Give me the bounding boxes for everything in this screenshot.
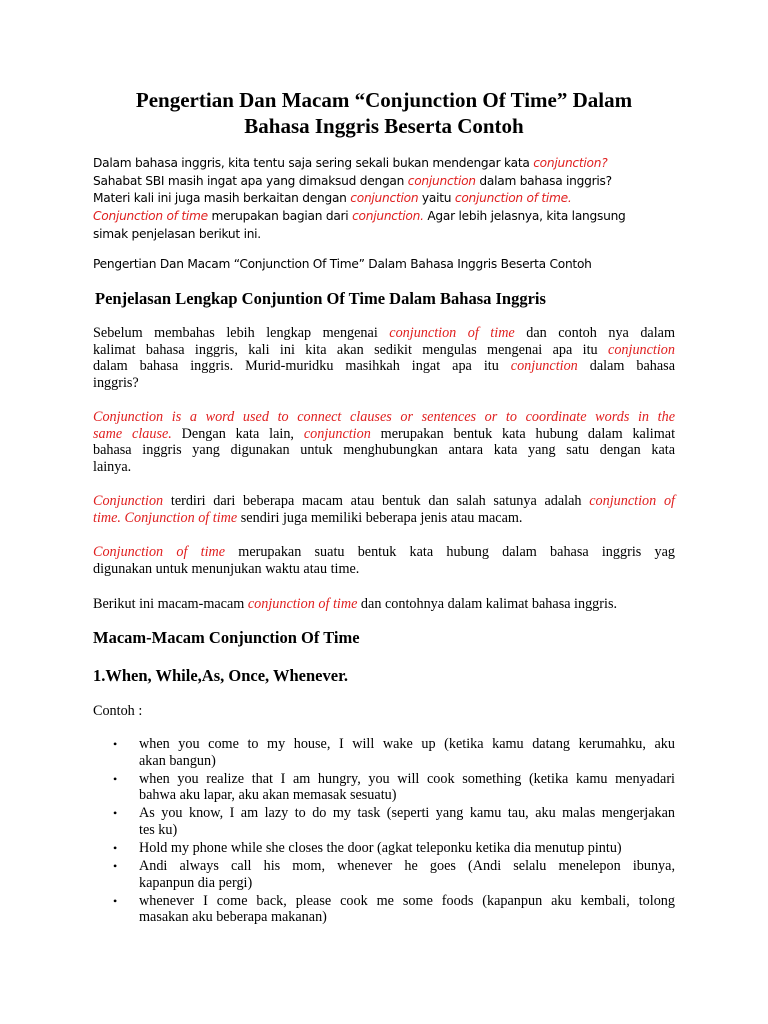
text-run: merupakan suatu bentuk kata hubung dalam bahasa inggris yag (225, 544, 675, 560)
example-text-line: when you realize that I am hungry, you will cook something (ketika kamu menyadari (139, 770, 675, 787)
text-line (93, 493, 675, 510)
text-line (93, 190, 683, 208)
text-run: yaitu (418, 191, 455, 206)
text-run: Materi kali ini juga masih berkaitan dengan (93, 191, 351, 206)
highlighted-term: conjunction (407, 173, 476, 188)
text-run: Sahabat SBI masih ingat apa yang dimaksud dengan (93, 173, 408, 188)
bullet-icon: • (113, 859, 118, 874)
text-line (93, 510, 675, 527)
bullet-icon: • (113, 737, 118, 751)
highlighted-term: conjunction of time (389, 325, 515, 341)
text-run: merupakan bagian dari (207, 209, 353, 224)
text-line (93, 596, 675, 613)
highlighted-term: time. Conjunction of time (93, 509, 238, 526)
text-run: bahasa inggris yang digunakan untuk menghubungkan antara kata yang satu dengan kata (93, 442, 675, 459)
example-list (93, 736, 675, 928)
highlighted-term: conjunction of (589, 493, 675, 509)
text-line (93, 208, 683, 226)
text-line (93, 342, 675, 359)
paragraph-before-discussing (93, 325, 675, 391)
text-line (93, 155, 683, 173)
text-run: Agar lebih jelasnya, kita langsung (423, 209, 626, 224)
bullet-icon: • (113, 806, 118, 821)
highlighted-term: conjunction (350, 191, 419, 206)
text-run: dan contoh nya dalam (514, 325, 675, 341)
repeated-title-text: Pengertian Dan Macam “Conjunction Of Time” Dalam Bahasa Inggris Beserta Contoh (93, 257, 592, 271)
text-run: sendiri juga memiliki beberapa jenis atau macam. (237, 509, 523, 526)
bullet-icon: • (113, 841, 118, 856)
text-line (93, 561, 675, 578)
bullet-icon: • (113, 771, 118, 786)
highlighted-term: conjunction (303, 425, 371, 442)
document-title (70, 87, 698, 139)
paragraph-following (93, 596, 675, 613)
text-run: Dalam bahasa inggris, kita tentu saja sering sekali bukan mendengar kata (93, 156, 534, 170)
highlighted-term: conjunction (510, 358, 578, 375)
highlighted-term: same clause. (93, 425, 172, 442)
text-line (93, 358, 675, 375)
text-line (93, 459, 675, 476)
example-text-line: bahwa aku lapar, aku akan memasak sesuatu) (139, 787, 397, 804)
example-text-line: masakan aku beberapa makanan) (139, 909, 327, 926)
text-line (93, 325, 675, 342)
highlighted-term: Conjunction of time (93, 209, 208, 224)
list-item (93, 858, 675, 891)
text-run: kalimat bahasa inggris, kali ini kita akan sedikit mengulas mengenai apa itu (93, 341, 609, 358)
heading-types: Macam-Macam Conjunction Of Time (93, 628, 360, 647)
highlighted-term: conjunction of time. (454, 191, 572, 206)
example-text-line: tes ku) (139, 821, 178, 838)
highlighted-term: conjunction of time (247, 596, 358, 612)
text-line (93, 544, 675, 561)
example-text-line: As you know, I am lazy to do my task (seperti yang kamu tau, aku malas mengerjakan (139, 805, 675, 822)
paragraph-meaning (93, 544, 675, 577)
example-text-line: akan bangun) (139, 752, 216, 769)
paragraph-types-intro (93, 493, 675, 526)
example-text-line: Hold my phone while she closes the door (agkat teleponku ketika dia menutup pintu) (139, 840, 622, 857)
text-run: Sebelum membahas lebih lengkap mengenai (93, 325, 390, 341)
highlighted-term: Conjunction of time (93, 544, 226, 560)
text-run: dalam bahasa inggris? (475, 173, 612, 188)
text-run: Berikut ini macam-macam (93, 596, 248, 612)
list-item (93, 893, 675, 926)
text-run: merupakan bentuk kata hubung dalam kalimat (370, 425, 676, 442)
text-run: dalam bahasa (577, 358, 675, 375)
example-label: Contoh : (93, 703, 143, 719)
text-run: terdiri dari beberapa macam atau bentuk dan salah satunya adalah (163, 493, 590, 509)
heading-when-while: 1.When, While,As, Once, Whenever. (93, 666, 349, 685)
highlighted-term: Conjunction (93, 493, 164, 509)
title-line-2: Bahasa Inggris Beserta Contoh (244, 114, 524, 138)
paragraph-definition (93, 409, 675, 475)
text-line (93, 426, 675, 443)
list-item (93, 840, 675, 857)
list-item (93, 736, 675, 769)
text-run: dan contohnya dalam kalimat bahasa inggris. (357, 596, 618, 612)
text-line (93, 375, 675, 392)
example-text-line: whenever I come back, please cook me some foods (kapanpun aku kembali, tolong (139, 892, 675, 909)
intro-paragraph (93, 155, 683, 244)
text-line (93, 226, 683, 244)
section-heading: Penjelasan Lengkap Conjuntion Of Time Dalam Bahasa Inggris (95, 289, 546, 308)
example-text-line: kapanpun dia pergi) (139, 874, 253, 891)
text-run: lainya. (93, 458, 132, 475)
highlighted-term: Conjunction is a word used to connect clauses or sentences or to coordinate words in the (93, 409, 675, 425)
example-text-line: when you come to my house, I will wake up (ketika kamu datang kerumahku, aku (139, 736, 675, 752)
text-run: Dengan kata lain, (171, 425, 304, 442)
text-run: simak penjelasan berikut ini. (93, 226, 261, 241)
example-text-line: Andi always call his mom, whenever he goes (Andi selalu menelepon ibunya, (139, 858, 675, 875)
text-run: dalam bahasa inggris. Murid-muridku masihkah ingat apa itu (93, 358, 511, 375)
text-line (93, 409, 675, 426)
highlighted-term: conjunction? (533, 156, 608, 170)
text-line (93, 442, 675, 459)
text-run: inggris? (93, 374, 139, 391)
text-run: digunakan untuk menunjukan waktu atau time. (93, 560, 360, 577)
title-line-1: Pengertian Dan Macam “Conjunction Of Time” Dalam (135, 88, 633, 112)
bullet-icon: • (113, 893, 118, 908)
list-item (93, 805, 675, 838)
list-item (93, 771, 675, 804)
text-line (93, 173, 683, 191)
highlighted-term: conjunction (608, 341, 675, 358)
highlighted-term: conjunction. (352, 209, 424, 224)
